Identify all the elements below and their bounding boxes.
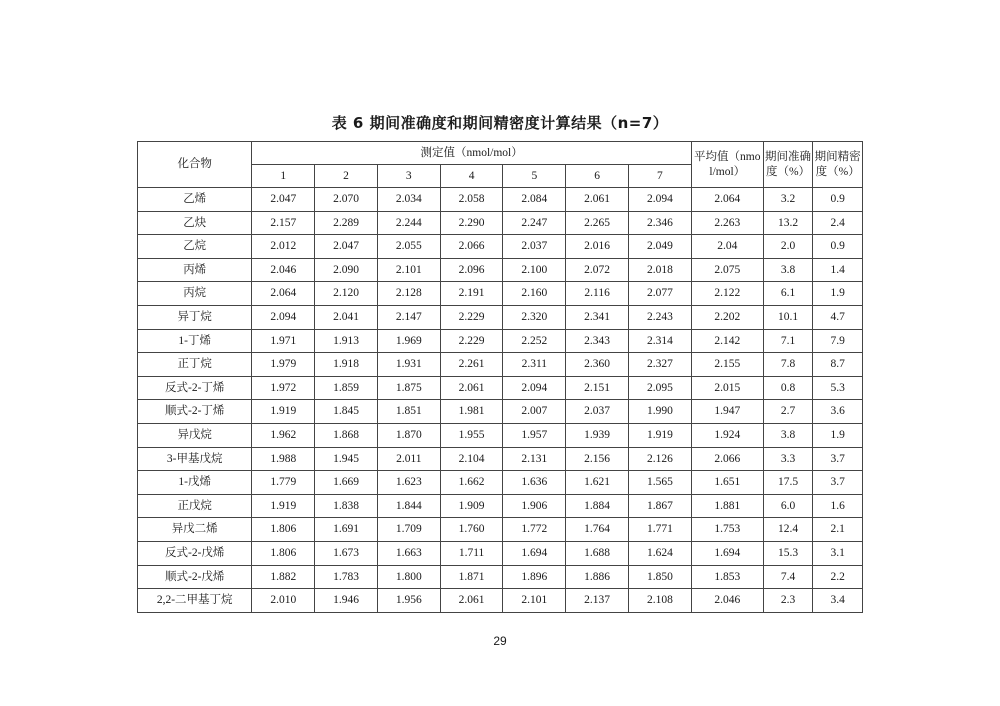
measured-value: 2.247 xyxy=(503,211,566,235)
measured-value: 2.101 xyxy=(377,258,440,282)
measured-value: 2.120 xyxy=(315,282,378,306)
measured-value: 2.018 xyxy=(628,258,691,282)
table-row xyxy=(138,211,863,235)
table-row xyxy=(138,565,863,589)
precision-value: 3.6 xyxy=(813,400,863,424)
compound-name: 正丁烷 xyxy=(138,353,252,377)
table-row xyxy=(138,376,863,400)
mean-value: 2.066 xyxy=(691,447,763,471)
measured-value: 1.957 xyxy=(503,423,566,447)
measured-value: 2.047 xyxy=(315,235,378,259)
precision-value: 5.3 xyxy=(813,376,863,400)
accuracy-value: 12.4 xyxy=(763,518,813,542)
accuracy-value: 17.5 xyxy=(763,471,813,495)
measured-value: 1.688 xyxy=(566,541,629,565)
accuracy-value: 2.0 xyxy=(763,235,813,259)
measured-value: 1.806 xyxy=(252,518,315,542)
mean-value: 2.064 xyxy=(691,188,763,212)
measured-value: 2.095 xyxy=(628,376,691,400)
table-row xyxy=(138,423,863,447)
measured-value: 2.012 xyxy=(252,235,315,259)
measured-value: 2.007 xyxy=(503,400,566,424)
mean-value: 1.924 xyxy=(691,423,763,447)
accuracy-value: 3.8 xyxy=(763,258,813,282)
measured-value: 1.621 xyxy=(566,471,629,495)
measured-value: 1.988 xyxy=(252,447,315,471)
mean-value: 1.947 xyxy=(691,400,763,424)
measured-value: 1.909 xyxy=(440,494,503,518)
measured-value: 1.956 xyxy=(377,589,440,613)
measured-value: 2.016 xyxy=(566,235,629,259)
header-precision: 期间精密度（%） xyxy=(813,142,863,188)
measured-value: 1.990 xyxy=(628,400,691,424)
precision-value: 8.7 xyxy=(813,353,863,377)
mean-value: 1.651 xyxy=(691,471,763,495)
measured-value: 2.360 xyxy=(566,353,629,377)
table-row xyxy=(138,447,863,471)
measured-value: 2.320 xyxy=(503,305,566,329)
precision-value: 1.4 xyxy=(813,258,863,282)
measured-value: 1.871 xyxy=(440,565,503,589)
measured-value: 1.662 xyxy=(440,471,503,495)
measured-value: 2.084 xyxy=(503,188,566,212)
accuracy-value: 7.1 xyxy=(763,329,813,353)
measured-value: 1.859 xyxy=(315,376,378,400)
table-row xyxy=(138,589,863,613)
measured-value: 1.919 xyxy=(252,494,315,518)
measured-value: 2.077 xyxy=(628,282,691,306)
accuracy-value: 13.2 xyxy=(763,211,813,235)
measured-value: 1.913 xyxy=(315,329,378,353)
measured-value: 1.867 xyxy=(628,494,691,518)
measured-value: 2.034 xyxy=(377,188,440,212)
header-run-2: 2 xyxy=(315,165,378,188)
measured-value: 2.011 xyxy=(377,447,440,471)
compound-name: 反式-2-丁烯 xyxy=(138,376,252,400)
measured-value: 1.779 xyxy=(252,471,315,495)
measured-value: 2.061 xyxy=(440,376,503,400)
table-body xyxy=(138,188,863,613)
accuracy-value: 7.8 xyxy=(763,353,813,377)
mean-value: 2.263 xyxy=(691,211,763,235)
compound-name: 1-戊烯 xyxy=(138,471,252,495)
accuracy-value: 3.3 xyxy=(763,447,813,471)
measured-value: 2.070 xyxy=(315,188,378,212)
measured-value: 2.229 xyxy=(440,329,503,353)
header-run-4: 4 xyxy=(440,165,503,188)
measured-value: 1.971 xyxy=(252,329,315,353)
measured-value: 2.101 xyxy=(503,589,566,613)
mean-value: 2.155 xyxy=(691,353,763,377)
measured-value: 1.673 xyxy=(315,541,378,565)
table-row xyxy=(138,258,863,282)
measured-value: 2.072 xyxy=(566,258,629,282)
precision-value: 3.1 xyxy=(813,541,863,565)
measured-value: 2.147 xyxy=(377,305,440,329)
measured-value: 2.055 xyxy=(377,235,440,259)
measured-value: 2.160 xyxy=(503,282,566,306)
precision-value: 0.9 xyxy=(813,188,863,212)
measured-value: 1.868 xyxy=(315,423,378,447)
measured-value: 2.094 xyxy=(628,188,691,212)
measured-value: 1.838 xyxy=(315,494,378,518)
precision-value: 7.9 xyxy=(813,329,863,353)
precision-value: 0.9 xyxy=(813,235,863,259)
measured-value: 2.343 xyxy=(566,329,629,353)
table-row xyxy=(138,494,863,518)
measured-value: 1.783 xyxy=(315,565,378,589)
accuracy-value: 3.8 xyxy=(763,423,813,447)
table-row xyxy=(138,235,863,259)
measured-value: 1.919 xyxy=(252,400,315,424)
accuracy-value: 0.8 xyxy=(763,376,813,400)
measured-value: 2.049 xyxy=(628,235,691,259)
measured-value: 1.919 xyxy=(628,423,691,447)
measured-value: 2.010 xyxy=(252,589,315,613)
table-header xyxy=(138,142,863,188)
precision-value: 1.9 xyxy=(813,282,863,306)
mean-value: 2.04 xyxy=(691,235,763,259)
measured-value: 2.137 xyxy=(566,589,629,613)
compound-name: 乙烷 xyxy=(138,235,252,259)
measured-value: 2.290 xyxy=(440,211,503,235)
measured-value: 2.116 xyxy=(566,282,629,306)
table-row xyxy=(138,518,863,542)
measured-value: 2.311 xyxy=(503,353,566,377)
measured-value: 1.624 xyxy=(628,541,691,565)
measured-value: 1.875 xyxy=(377,376,440,400)
measured-value: 1.896 xyxy=(503,565,566,589)
compound-name: 1-丁烯 xyxy=(138,329,252,353)
table-row xyxy=(138,305,863,329)
mean-value: 2.142 xyxy=(691,329,763,353)
measured-value: 1.694 xyxy=(503,541,566,565)
compound-name: 3-甲基戊烷 xyxy=(138,447,252,471)
measured-value: 2.037 xyxy=(566,400,629,424)
measured-value: 2.094 xyxy=(503,376,566,400)
mean-value: 1.881 xyxy=(691,494,763,518)
measured-value: 1.981 xyxy=(440,400,503,424)
accuracy-value: 3.2 xyxy=(763,188,813,212)
measured-value: 1.850 xyxy=(628,565,691,589)
mean-value: 2.202 xyxy=(691,305,763,329)
measured-value: 1.955 xyxy=(440,423,503,447)
measured-value: 2.041 xyxy=(315,305,378,329)
measured-value: 2.151 xyxy=(566,376,629,400)
measured-value: 2.058 xyxy=(440,188,503,212)
compound-name: 顺式-2-戊烯 xyxy=(138,565,252,589)
compound-name: 异戊二烯 xyxy=(138,518,252,542)
compound-name: 异戊烷 xyxy=(138,423,252,447)
measured-value: 2.104 xyxy=(440,447,503,471)
measured-value: 1.663 xyxy=(377,541,440,565)
measured-value: 2.252 xyxy=(503,329,566,353)
measured-value: 2.066 xyxy=(440,235,503,259)
accuracy-value: 7.4 xyxy=(763,565,813,589)
measured-value: 1.946 xyxy=(315,589,378,613)
measured-value: 1.845 xyxy=(315,400,378,424)
measured-value: 2.061 xyxy=(566,188,629,212)
precision-value: 3.7 xyxy=(813,447,863,471)
measured-value: 1.945 xyxy=(315,447,378,471)
mean-value: 1.853 xyxy=(691,565,763,589)
measured-value: 1.711 xyxy=(440,541,503,565)
accuracy-value: 2.3 xyxy=(763,589,813,613)
mean-value: 1.694 xyxy=(691,541,763,565)
accuracy-value: 15.3 xyxy=(763,541,813,565)
measured-value: 2.090 xyxy=(315,258,378,282)
measured-value: 1.772 xyxy=(503,518,566,542)
measured-value: 2.047 xyxy=(252,188,315,212)
table-row xyxy=(138,353,863,377)
measured-value: 1.669 xyxy=(315,471,378,495)
measured-value: 1.565 xyxy=(628,471,691,495)
measured-value: 1.771 xyxy=(628,518,691,542)
measured-value: 1.906 xyxy=(503,494,566,518)
compound-name: 丙烷 xyxy=(138,282,252,306)
table-row xyxy=(138,471,863,495)
compound-name: 反式-2-戊烯 xyxy=(138,541,252,565)
compound-name: 2,2-二甲基丁烷 xyxy=(138,589,252,613)
precision-value: 2.2 xyxy=(813,565,863,589)
measured-value: 1.760 xyxy=(440,518,503,542)
measured-value: 1.636 xyxy=(503,471,566,495)
header-run-1: 1 xyxy=(252,165,315,188)
measured-value: 1.882 xyxy=(252,565,315,589)
measured-value: 1.884 xyxy=(566,494,629,518)
table-row xyxy=(138,282,863,306)
measured-value: 1.886 xyxy=(566,565,629,589)
measured-value: 2.096 xyxy=(440,258,503,282)
measured-value: 2.341 xyxy=(566,305,629,329)
accuracy-value: 10.1 xyxy=(763,305,813,329)
precision-value: 1.6 xyxy=(813,494,863,518)
measured-value: 2.128 xyxy=(377,282,440,306)
compound-name: 丙烯 xyxy=(138,258,252,282)
measured-value: 2.108 xyxy=(628,589,691,613)
measured-value: 1.691 xyxy=(315,518,378,542)
precision-value: 1.9 xyxy=(813,423,863,447)
results-table xyxy=(137,141,863,613)
measured-value: 1.851 xyxy=(377,400,440,424)
measured-value: 2.314 xyxy=(628,329,691,353)
mean-value: 2.122 xyxy=(691,282,763,306)
measured-value: 2.156 xyxy=(566,447,629,471)
measured-value: 2.037 xyxy=(503,235,566,259)
measured-value: 1.939 xyxy=(566,423,629,447)
header-run-7: 7 xyxy=(628,165,691,188)
measured-value: 2.061 xyxy=(440,589,503,613)
measured-value: 1.764 xyxy=(566,518,629,542)
header-mean: 平均值（nmo l/mol） xyxy=(691,142,763,188)
precision-value: 2.4 xyxy=(813,211,863,235)
precision-value: 4.7 xyxy=(813,305,863,329)
measured-value: 2.131 xyxy=(503,447,566,471)
compound-name: 顺式-2-丁烯 xyxy=(138,400,252,424)
measured-value: 1.623 xyxy=(377,471,440,495)
measured-value: 1.800 xyxy=(377,565,440,589)
measured-value: 2.064 xyxy=(252,282,315,306)
measured-value: 2.100 xyxy=(503,258,566,282)
measured-value: 1.844 xyxy=(377,494,440,518)
measured-value: 2.261 xyxy=(440,353,503,377)
header-compound: 化合物 xyxy=(138,142,252,188)
header-measured: 测定值（nmol/mol） xyxy=(252,142,691,165)
mean-value: 2.015 xyxy=(691,376,763,400)
compound-name: 乙烯 xyxy=(138,188,252,212)
precision-value: 3.7 xyxy=(813,471,863,495)
measured-value: 1.918 xyxy=(315,353,378,377)
measured-value: 2.094 xyxy=(252,305,315,329)
measured-value: 2.229 xyxy=(440,305,503,329)
table-row xyxy=(138,188,863,212)
header-run-3: 3 xyxy=(377,165,440,188)
page-number: 29 xyxy=(493,634,507,648)
compound-name: 异丁烷 xyxy=(138,305,252,329)
measured-value: 2.265 xyxy=(566,211,629,235)
header-run-5: 5 xyxy=(503,165,566,188)
measured-value: 1.806 xyxy=(252,541,315,565)
measured-value: 2.243 xyxy=(628,305,691,329)
measured-value: 1.979 xyxy=(252,353,315,377)
accuracy-value: 6.0 xyxy=(763,494,813,518)
table-caption: 表 6 期间准确度和期间精密度计算结果（n=7） xyxy=(331,114,669,132)
measured-value: 1.969 xyxy=(377,329,440,353)
measured-value: 2.346 xyxy=(628,211,691,235)
measured-value: 2.244 xyxy=(377,211,440,235)
compound-name: 乙炔 xyxy=(138,211,252,235)
measured-value: 1.709 xyxy=(377,518,440,542)
mean-value: 2.046 xyxy=(691,589,763,613)
accuracy-value: 2.7 xyxy=(763,400,813,424)
measured-value: 1.931 xyxy=(377,353,440,377)
mean-value: 1.753 xyxy=(691,518,763,542)
measured-value: 2.157 xyxy=(252,211,315,235)
measured-value: 1.870 xyxy=(377,423,440,447)
mean-value: 2.075 xyxy=(691,258,763,282)
measured-value: 1.962 xyxy=(252,423,315,447)
table-row xyxy=(138,541,863,565)
table-row xyxy=(138,400,863,424)
table-row xyxy=(138,329,863,353)
accuracy-value: 6.1 xyxy=(763,282,813,306)
measured-value: 1.972 xyxy=(252,376,315,400)
measured-value: 2.191 xyxy=(440,282,503,306)
precision-value: 3.4 xyxy=(813,589,863,613)
measured-value: 2.046 xyxy=(252,258,315,282)
precision-value: 2.1 xyxy=(813,518,863,542)
measured-value: 2.327 xyxy=(628,353,691,377)
header-accuracy: 期间准确度（%） xyxy=(763,142,813,188)
measured-value: 2.126 xyxy=(628,447,691,471)
measured-value: 2.289 xyxy=(315,211,378,235)
compound-name: 正戊烷 xyxy=(138,494,252,518)
header-run-6: 6 xyxy=(566,165,629,188)
